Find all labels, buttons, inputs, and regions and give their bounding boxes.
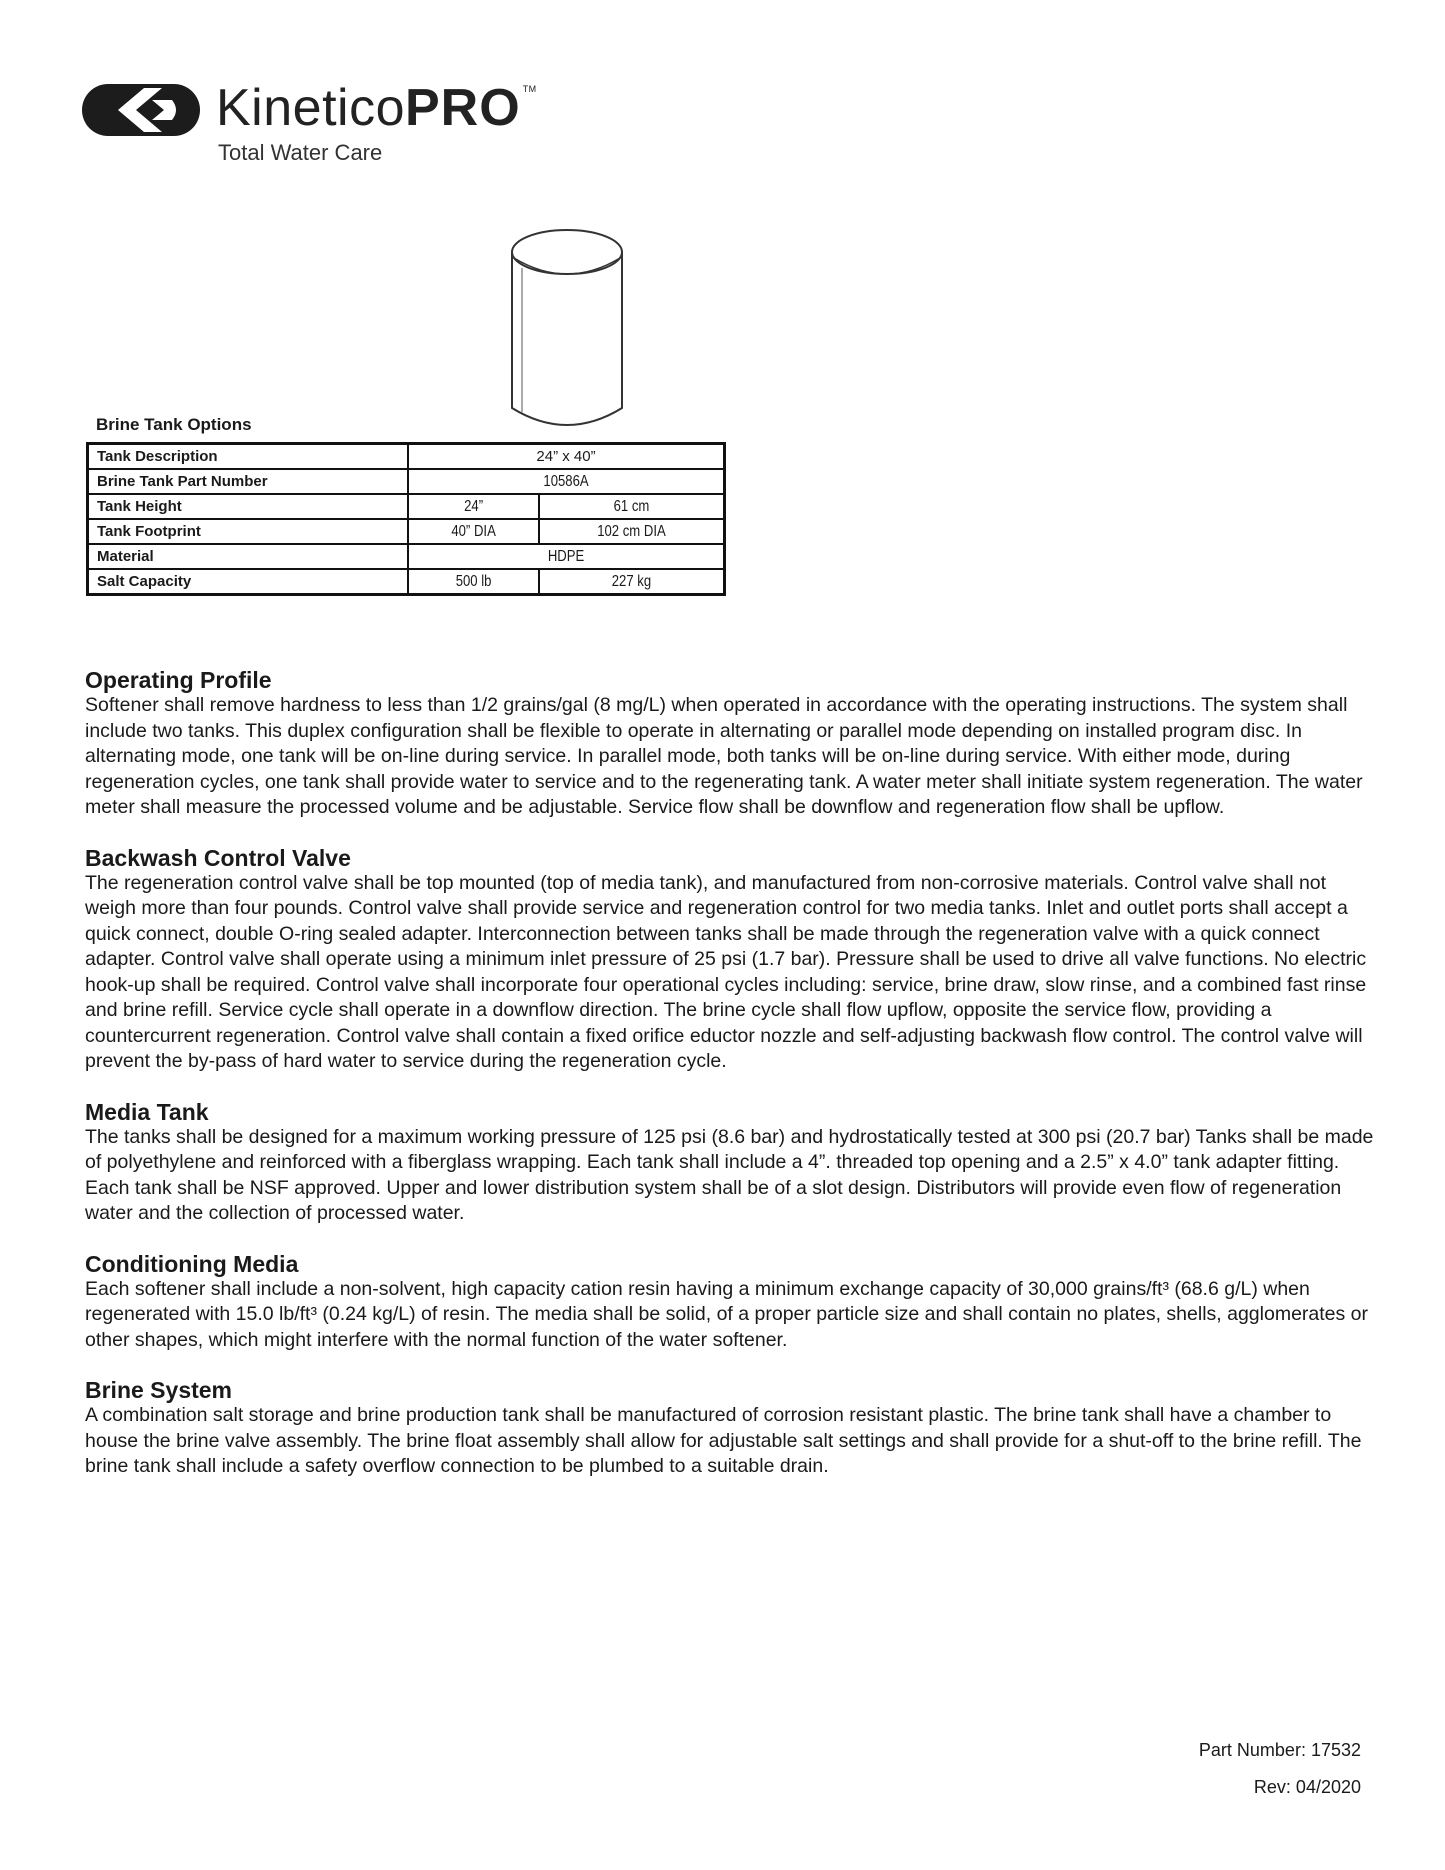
section-body: The regeneration control valve shall be top mounted (top of media tank), and manufactured from non-corrosive materials. Control valve shall not weigh more than four pounds. Control valve shall provide service and regeneration control for two media tanks. Inlet and outlet ports shall accept a quick connect, double O-ring sealed adapter. Interconnection between tanks shall be made through the regeneration valve with a quick connect adapter. Control valve shall operate using a minimum inlet pressure of 25 psi (1.7 bar). Pressure shall be used to drive all valve functions. No electric hook-up shall be required. Control valve shall incorporate four operational cycles including: service, brine draw, slow rinse, and a combined fast rinse and brine refill. Service cycle shall operate in a downflow direction. The brine cycle shall flow upflow, opposite the service flow, providing a countercurrent regeneration. Control valve shall contain a fixed orifice eductor nozzle and self-adjusting backwash flow control. The control valve will prevent the by-pass of hard water to service during the regeneration cycle.	[85, 871, 1367, 1072]
table-row	[88, 544, 725, 569]
section-conditioning-media	[85, 1251, 1375, 1354]
row-label: Brine Tank Part Number	[88, 469, 409, 494]
table-row	[88, 519, 725, 544]
section-heading: Conditioning Media	[85, 1250, 299, 1277]
table-row	[88, 569, 725, 595]
kinetico-logo-icon	[82, 84, 200, 136]
row-label: Tank Footprint	[88, 519, 409, 544]
section-heading: Operating Profile	[85, 667, 272, 693]
row-value: 24” x 40”	[408, 444, 725, 470]
row-value: 10586A	[436, 469, 696, 494]
table-row	[88, 444, 725, 470]
brine-table-title: Brine Tank Options	[96, 415, 252, 434]
brand-name-light: Kinetico	[216, 79, 405, 137]
row-value: HDPE	[436, 544, 696, 569]
section-body: Softener shall remove hardness to less than 1/2 grains/gal (8 mg/L) when operated in accordance with the operating instructions. The system shall include two tanks. This duplex configuration shall be flexible to operate in alternating or parallel mode depending on installed program disc. In alternating mode, one tank will be on-line during service. In parallel mode, both tanks will be on-line during service. With either mode, during regeneration cycles, one tank shall provide water to service and to the regenerating tank. A water meter shall initiate system regeneration. The water meter shall measure the processed volume and be adjustable. Service flow shall be downflow and regeneration flow shall be upflow.	[85, 694, 1363, 818]
section-backwash-control-valve	[85, 845, 1375, 1075]
brine-tank-options-table	[86, 442, 726, 596]
brand-name	[216, 78, 537, 138]
section-brine-system	[85, 1377, 1375, 1480]
revision: Rev: 04/2020	[1253, 1777, 1361, 1797]
row-value-imperial: 40” DIA	[420, 519, 528, 544]
row-label: Material	[88, 544, 409, 569]
section-heading: Brine System	[85, 1377, 233, 1403]
row-value-imperial: 500 lb	[420, 569, 528, 595]
row-label: Tank Height	[88, 494, 409, 519]
row-label: Salt Capacity	[88, 569, 409, 595]
table-row	[88, 469, 725, 494]
section-body: Each softener shall include a non-solvent, high capacity cation resin having a minimum exchange capacity of 30,000 grains/ft³ (68.6 g/L) when regenerated with 15.0 lb/ft³ (0.24 kg/L) of resin. The media shall be solid, of a proper particle size and shall contain no plates, shells, agglomerates or other shapes, which might interfere with the normal function of the water softener.	[85, 1277, 1369, 1351]
row-value-metric: 102 cm DIA	[556, 519, 708, 544]
brand-name-bold: PRO	[405, 79, 521, 137]
brine-tank-illustration	[508, 228, 626, 434]
trademark-mark: TM	[522, 84, 537, 94]
row-value-imperial: 24”	[420, 494, 528, 519]
section-operating-profile	[85, 667, 1375, 821]
section-heading: Backwash Control Valve	[85, 844, 351, 871]
part-number: Part Number: 17532	[1198, 1740, 1361, 1760]
brand-logo	[82, 79, 552, 172]
section-body: A combination salt storage and brine production tank shall be manufactured of corrosion resistant plastic. The brine tank shall have a chamber to house the brine valve assembly. The brine float assembly shall allow for adjustable salt settings and shall provide for a shut-off to the brine refill. The brine tank shall include a safety overflow connection to be plumbed to a suitable drain.	[85, 1404, 1362, 1477]
spec-sections	[85, 667, 1375, 1504]
brand-tagline: Total Water Care	[218, 140, 383, 165]
section-media-tank	[85, 1099, 1375, 1227]
section-heading: Media Tank	[85, 1098, 209, 1125]
row-label: Tank Description	[88, 444, 409, 470]
section-body: The tanks shall be designed for a maximum working pressure of 125 psi (8.6 bar) and hydrostatically tested at 300 psi (20.7 bar) Tanks shall be made of polyethylene and reinforced with a fiberglass wrapping. Each tank shall include a 4”. threaded top opening and a 2.5” x 4.0” tank adapter fitting. Each tank shall be NSF approved. Upper and lower distribution system shall be of a slot design. Distributors will provide even flow of regeneration water and the collection of processed water.	[85, 1125, 1374, 1224]
row-value-metric: 227 kg	[556, 569, 708, 595]
table-row	[88, 494, 725, 519]
document-footer	[1199, 1732, 1361, 1806]
row-value-metric: 61 cm	[556, 494, 708, 519]
